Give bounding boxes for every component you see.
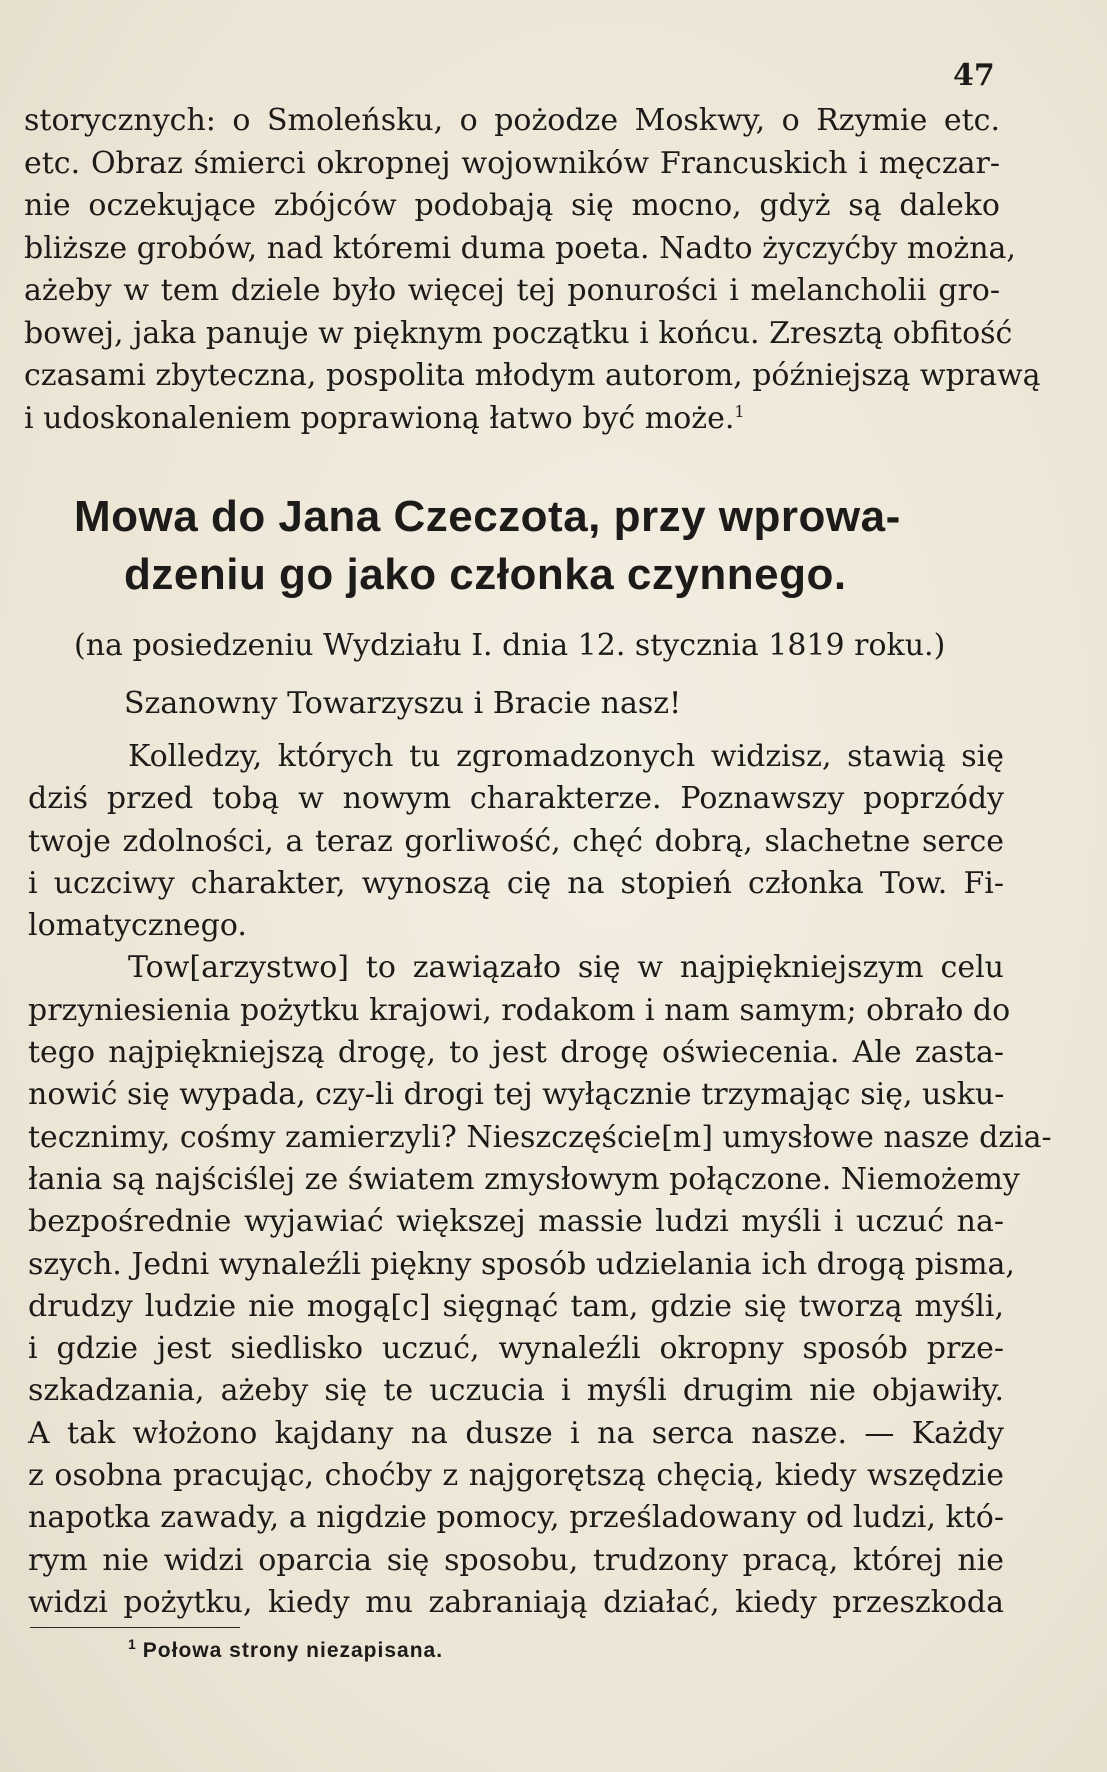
text-line: ażeby w tem dziele było więcej tej ponurości i melancholii gro- xyxy=(24,273,1000,308)
text-line: rym nie widzi oparcia się sposobu, trudzony pracą, której nie xyxy=(28,1542,1004,1578)
text-line: widzi pożytku, kiedy mu zabraniają działać, kiedy przeszkoda xyxy=(28,1584,1004,1620)
page-number: 47 xyxy=(953,58,995,93)
section-heading xyxy=(24,488,1000,604)
text-line: i gdzie jest siedlisko uczuć, wynaleźli okropny sposób prze- xyxy=(28,1331,1004,1367)
text-line: lomatycznego. xyxy=(28,908,247,944)
footnote-marker: 1 xyxy=(128,1636,137,1652)
top-paragraph xyxy=(24,100,1041,440)
text-line: bowej, jaka panuje w pięknym początku i końcu. Zresztą obfitość xyxy=(24,315,1013,351)
text-line: etc. Obraz śmierci okropnej wojowników Francuskich i męczar- xyxy=(24,145,1000,181)
text-line: tego najpiękniejszą drogę, to jest drogę oświecenia. Ale zasta- xyxy=(28,1035,1004,1071)
text-line: bezpośrednie wyjawiać większej massie ludzi myśli i uczuć na- xyxy=(28,1204,1004,1240)
text-line: bliższe grobów, nad któremi duma poeta. Nadto życzyćby można, xyxy=(24,230,1016,266)
footnote-divider xyxy=(30,1627,240,1628)
text-line: i uczciwy charakter, wynoszą cię na stopień członka Tow. Fi- xyxy=(28,865,1004,901)
salutation: Szanowny Towarzyszu i Bracie nasz! xyxy=(124,686,682,721)
text-line: szych. Jedni wynaleźli piękny sposób udzielania ich drogą pisma, xyxy=(28,1246,1015,1282)
text-line-last xyxy=(24,398,1000,441)
footnote xyxy=(128,1636,443,1663)
heading-line-2: dzeniu go jako członka czynnego. xyxy=(124,550,847,599)
text-line: Tow[arzystwo] to zawiązało się w najpiękniejszym celu xyxy=(128,950,1004,986)
text-line: tecznimy, cośmy zamierzyli? Nieszczęście[m] umysłowe nasze dzia- xyxy=(28,1119,1052,1155)
text-line: nowić się wypada, czy-li drogi tej wyłącznie trzymając się, usku- xyxy=(28,1077,1005,1113)
text-line: dziś przed tobą w nowym charakterze. Poznawszy poprzódy xyxy=(28,781,1004,817)
footnote-text: Połowa strony niezapisana. xyxy=(142,1639,444,1662)
text-line: A tak włożono kajdany na dusze i na serca nasze. — Każdy xyxy=(28,1415,1004,1451)
section-subtitle: (na posiedzeniu Wydziału I. dnia 12. stycznia 1819 roku.) xyxy=(74,628,946,663)
speech-body xyxy=(28,736,1052,1624)
text-line: szkadzania, ażeby się te uczucia i myśli drugim nie objawiły. xyxy=(28,1373,1004,1409)
footnote-reference[interactable]: 1 xyxy=(734,401,745,421)
heading-line-1: Mowa do Jana Czeczota, przy wprowa- xyxy=(74,492,901,541)
text-line: napotka zawady, a nigdzie pomocy, prześladowany od ludzi, któ- xyxy=(28,1500,1004,1536)
text-line: czasami zbyteczna, pospolita młodym autorom, późniejszą wprawą xyxy=(24,358,1041,393)
text-line-content: i udoskonaleniem poprawioną łatwo być może. xyxy=(24,400,735,436)
text-line: twoje zdolności, a teraz gorliwość, chęć dobrą, slachetne serce xyxy=(28,823,1004,859)
text-line: z osobna pracując, choćby z najgorętszą chęcią, kiedy wszędzie xyxy=(28,1458,1004,1494)
text-line: przyniesienia pożytku krajowi, rodakom i nam samym; obrało do xyxy=(28,992,1011,1028)
text-line: nie oczekujące zbójców podobają się mocno, gdyż są daleko xyxy=(24,188,1000,223)
text-line: łania są najściślej ze światem zmysłowym połączone. Niemożemy xyxy=(28,1161,1020,1197)
text-line: Kolledzy, których tu zgromadzonych widzisz, stawią się xyxy=(128,739,1004,774)
text-line: storycznych: o Smoleńsku, o pożodze Moskwy, o Rzymie etc. xyxy=(24,103,1000,138)
text-line: drudzy ludzie nie mogą[c] sięgnąć tam, gdzie się tworzą myśli, xyxy=(28,1288,1004,1324)
